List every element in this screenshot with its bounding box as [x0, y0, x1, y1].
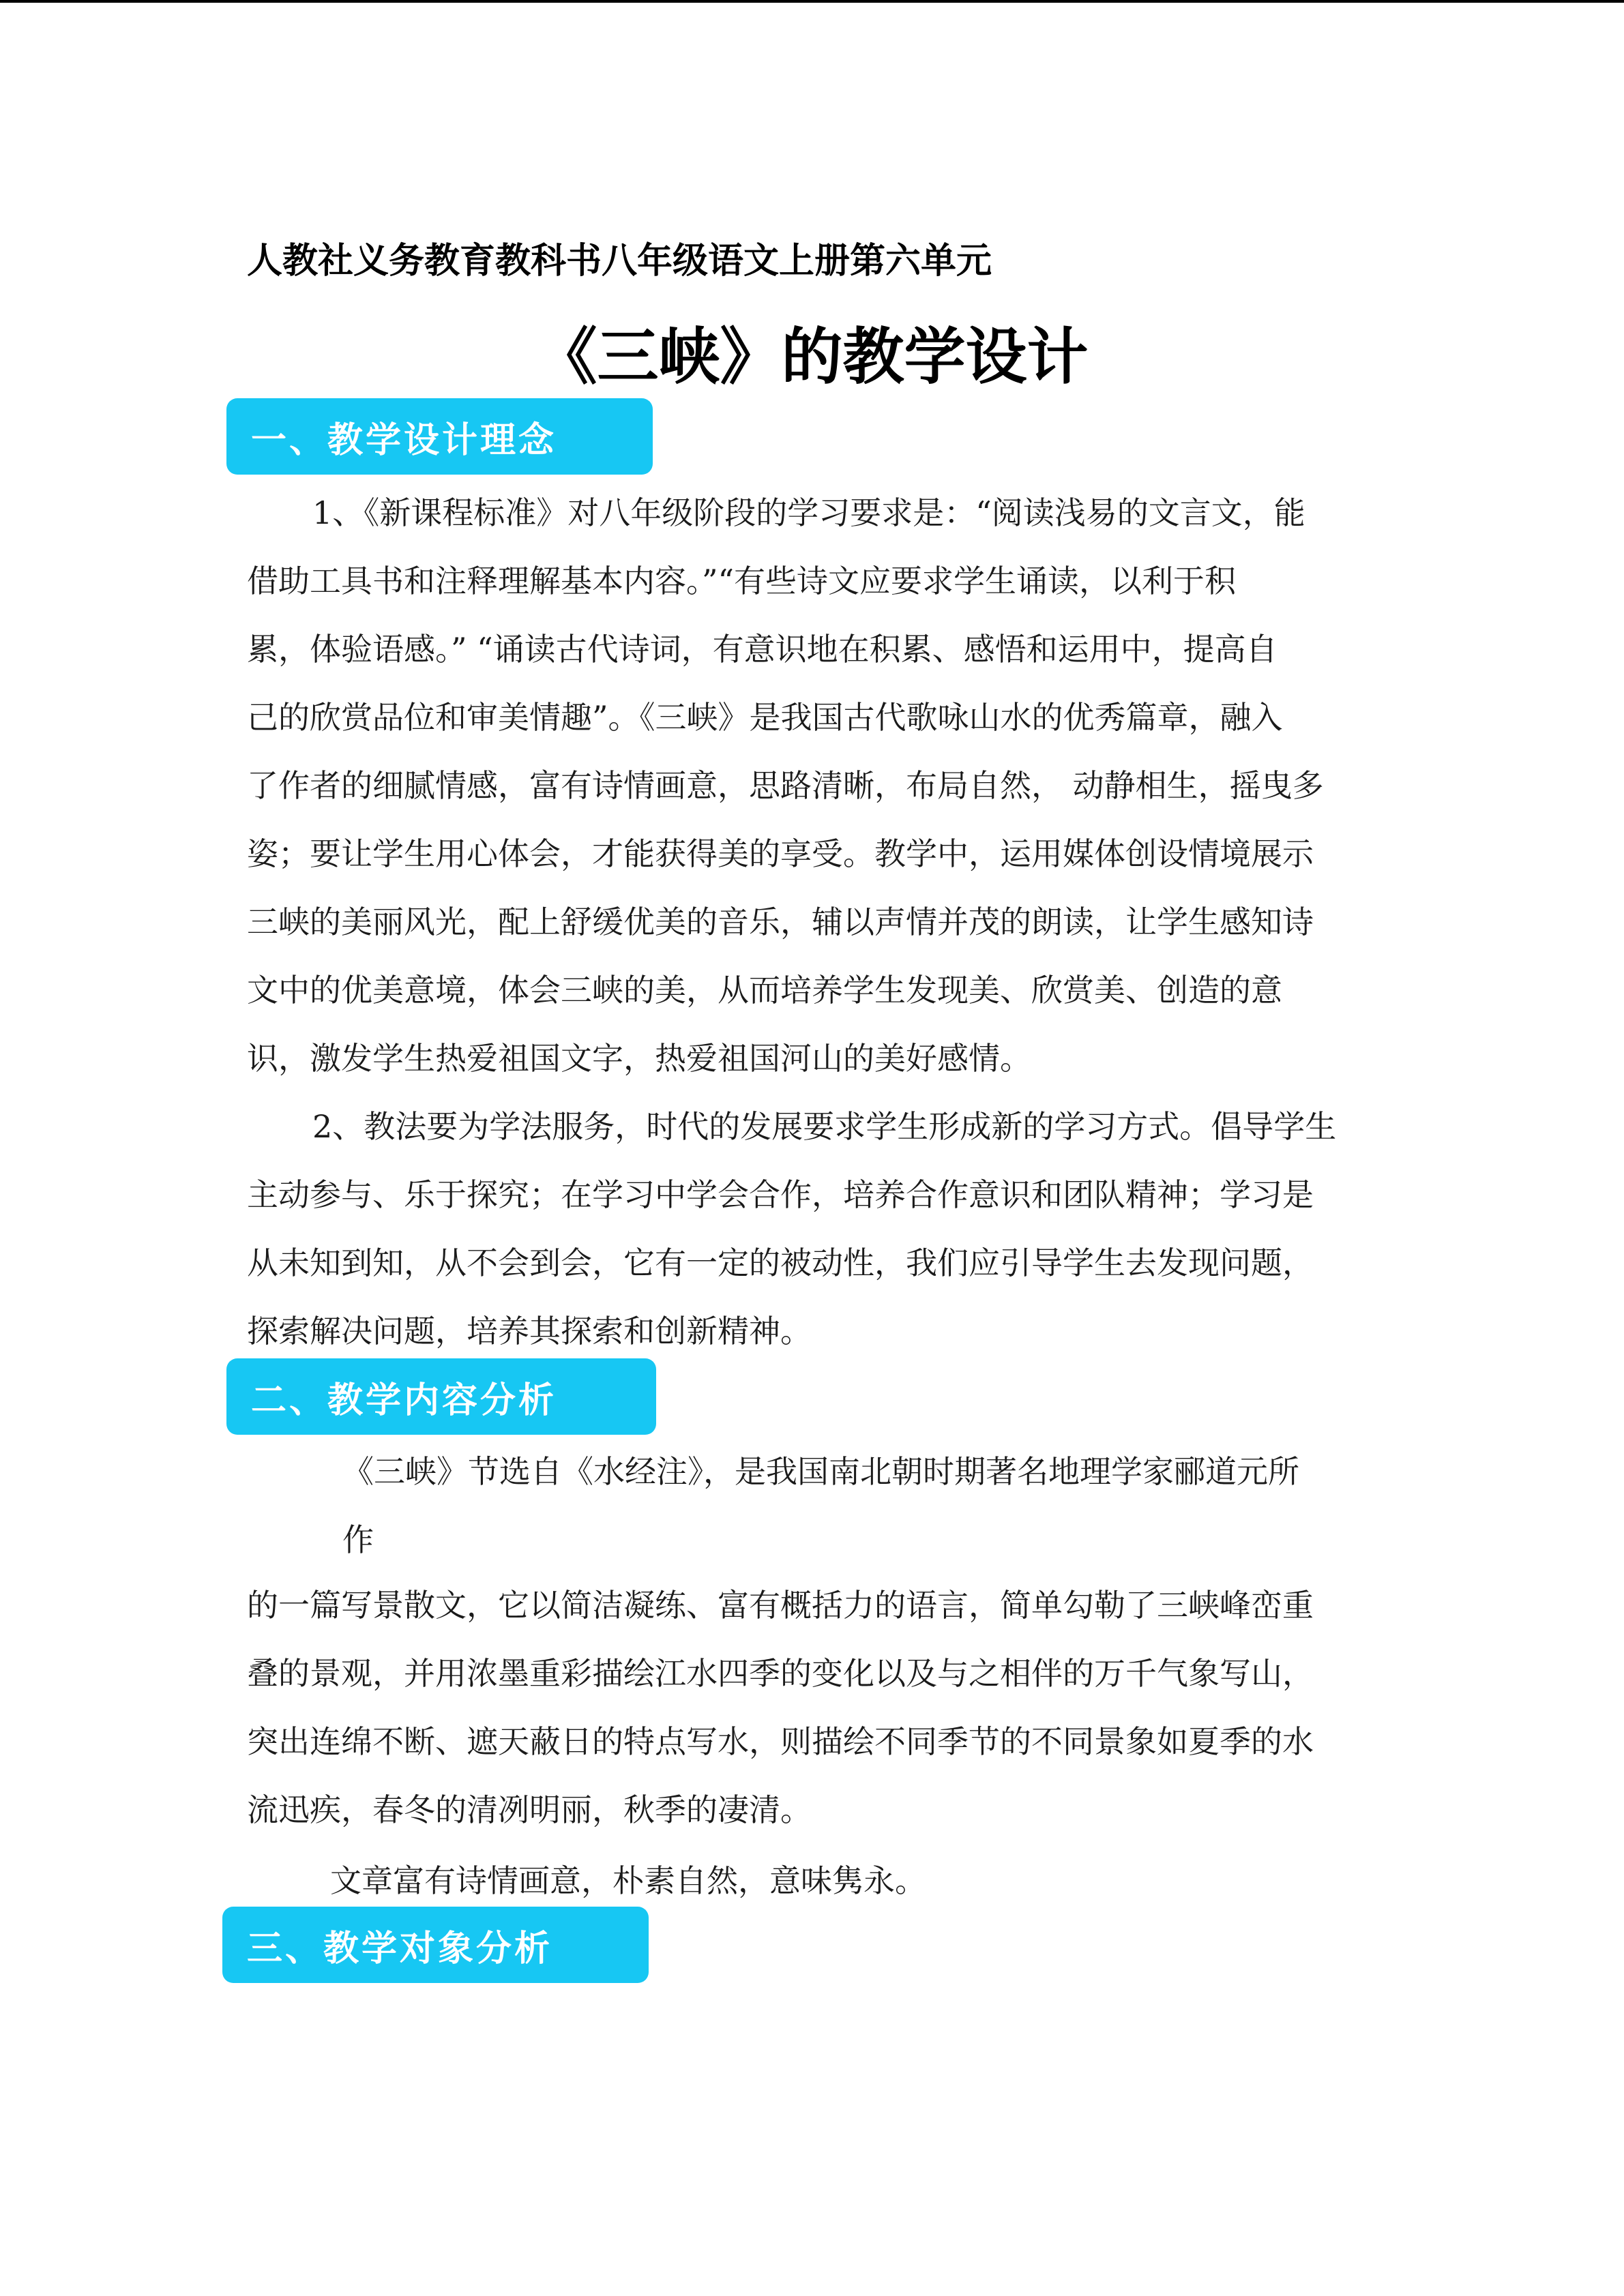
document-title: 《三峡》的教学设计 [535, 321, 1089, 393]
paragraph-line: 突出连绵不断、遮天蔽日的特点写水，则描绘不同季节的不同景象如夏季的水 [247, 1723, 1314, 1760]
section-heading-text: 一、教学设计理念 [251, 419, 557, 461]
paragraph-line: 文章富有诗情画意，朴素自然，意味隽永。 [330, 1862, 926, 1899]
document-subtitle: 人教社义务教育教科书八年级语文上册第六单元 [247, 241, 992, 282]
paragraph-line: 了作者的细腻情感，富有诗情画意，思路清晰，布局自然， 动静相生，摇曳多 [247, 767, 1324, 804]
paragraph-line: 识，激发学生热爱祖国文字，热爱祖国河山的美好感情。 [247, 1040, 1031, 1077]
paragraph-line: 借助工具书和注释理解基本内容。”“有些诗文应要求学生诵读，以利于积 [247, 563, 1237, 599]
paragraph-line: 的一篇写景散文，它以简洁凝练、富有概括力的语言，简单勾勒了三峡峰峦重 [247, 1587, 1314, 1624]
paragraph-line: 姿；要让学生用心体会，才能获得美的享受。教学中，运用媒体创设情境展示 [247, 835, 1314, 872]
paragraph-line: 三峡的美丽风光，配上舒缓优美的音乐，辅以声情并茂的朗读，让学生感知诗 [247, 904, 1314, 940]
paragraph-line: 探索解决问题，培养其探索和创新精神。 [247, 1313, 812, 1350]
paragraph-line: 作 [342, 1521, 374, 1558]
paragraph-line: 《三峡》节选自《水经注》，是我国南北朝时期著名地理学家郦道元所 [342, 1453, 1299, 1490]
paragraph-line: 累，体验语感。” “诵读古代诗词，有意识地在积累、感悟和运用中，提高自 [247, 631, 1278, 668]
page-top-border [0, 0, 1624, 3]
paragraph-line: 文中的优美意境，体会三峡的美，从而培养学生发现美、欣赏美、创造的意 [247, 972, 1282, 1009]
section-heading-text: 三、教学对象分析 [247, 1928, 553, 1969]
paragraph-line: 2、教法要为学法服务，时代的发展要求学生形成新的学习方式。倡导学生 [312, 1108, 1337, 1145]
section-heading-banner [222, 1907, 649, 1983]
paragraph-line: 己的欣赏品位和审美情趣”。《三峡》是我国古代歌咏山水的优秀篇章，融入 [247, 699, 1283, 736]
paragraph-line: 从未知到知，从不会到会，它有一定的被动性，我们应引导学生去发现问题， [247, 1244, 1314, 1281]
section-heading-banner [226, 398, 653, 475]
paragraph-line: 流迅疾，春冬的清冽明丽，秋季的凄清。 [247, 1791, 812, 1828]
section-heading-banner [226, 1358, 656, 1435]
section-heading-text: 二、教学内容分析 [251, 1380, 557, 1421]
paragraph-line: 主动参与、乐于探究；在学习中学会合作，培养合作意识和团队精神；学习是 [247, 1176, 1314, 1213]
paragraph-line: 1、《新课程标准》对八年级阶段的学习要求是：“阅读浅易的文言文，能 [312, 494, 1305, 531]
paragraph-line: 叠的景观，并用浓墨重彩描绘江水四季的变化以及与之相伴的万千气象写山， [247, 1655, 1314, 1692]
